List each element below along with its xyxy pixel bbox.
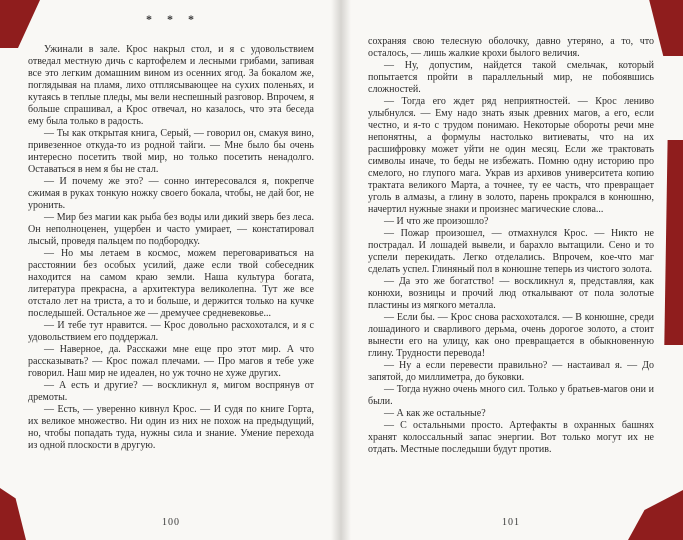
paragraph: — Мир без магии как рыба без воды или дикий зверь без леса. Он неполноценен, ущербен и часто умирает, — констатировал лысый, проведя пальцем по подбородку. (28, 212, 314, 247)
book-cover-corner-bottom-left (0, 488, 26, 540)
paragraph: — Тогда его ждет ряд неприятностей. — Крос лениво улыбнулся. — Ему надо знать язык древних магов, а его, если честно, и я-то с трудом понимаю. Некоторые обороты речи мне непонятны, а формулы настолько витиеваты, что на их расшифровку может уйти не один месяц. Если же трактовать символы иначе, то беды не избежать. Помню одну историю про смелого, но глупого мага. Украв из архивов университета копию трактата великого Марта, а точнее, ту ее часть, что превращает уголь в алмазы, а глину в золото, парень прокрался в конюшню, начертил нужные знаки и произнес магические слова... (368, 96, 654, 215)
right-page (368, 0, 658, 540)
paragraph: — И что же произошло? (384, 216, 489, 227)
paragraph: — Но мы летаем в космос, можем переговариваться на расстоянии без особых усилий, даже если твой собеседник находится на самом краю земли. Наша культура богата, литература прекрасна, а архитектура великолепна. Тут же все отстало лет на триста, а то и больше, и держится только на кучке последышей. Остальное же — дремучее средневековье... (28, 248, 314, 319)
paragraph: сохраняя свою телесную оболочку, давно утеряно, а то, что осталось, — лишь жалкие крохи былого величия. (368, 36, 654, 59)
paragraph: — А есть и другие? — воскликнул я, мигом воспрянув от дремоты. (28, 380, 314, 403)
section-separator: * * * (146, 12, 200, 26)
paragraph: — Ну, допустим, найдется такой смельчак, который попытается пройти в параллельный мир, не побоявшись сложностей. (368, 60, 654, 95)
page-number-left: 100 (162, 517, 180, 528)
paragraph: — Да это же богатство! — воскликнул я, представляя, как конюхи, возницы и прочий люд откалывают от пола золотые пластины из мягкого металла. (368, 276, 654, 311)
left-page (28, 0, 318, 540)
paragraph: Ужинали в зале. Крос накрыл стол, и я с удовольствием отведал местную дичь с картофелем и лесными грибами, запивая все это легким домашним вином из осенних ягод. За бокалом же, поглядывая на пламя, лихо отплясывающее на сухих поленьях, и кутаясь в теплые пледы, мы вели неспешный разговор. Впрочем, я больше спрашивал, а Крос отвечал, но казалось, что эта беседа ему была только в радость. (28, 44, 314, 127)
paragraph: — С остальными просто. Артефакты в охранных башнях хранят колоссальный запас энергии. Вот только могут их не отдать. Местные последыши будут против. (368, 420, 654, 455)
paragraph: — Ну а если перевести правильно? — настаивал я. — До запятой, до миллиметра, до буковки. (368, 360, 654, 383)
paragraph: — И тебе тут нравится. — Крос довольно расхохотался, и я с удовольствием его поддержал. (28, 320, 314, 343)
paragraph: — Пожар произошел, — отмахнулся Крос. — Никто не пострадал. И лошадей вывели, и барахло вытащили. Сено и то успели перекидать. Легко отделались. Впрочем, кое-что маг сделать успел. Глиняный пол в конюшне теперь из чистого золота. (368, 228, 654, 275)
paragraph: — Если бы. — Крос снова расхохотался. — В конюшне, среди лошадиного и сварливого дерьма, очень дорогое золото, а стоит вынести его на улицу, как оно превращается в обыкновенную глину. Трудности перевода! (368, 312, 654, 359)
paragraph: — Ты как открытая книга, Серый, — говорил он, смакуя вино, привезенное откуда-то из родной тайги. — Мне было бы очень интересно посетить твой мир, но только посетить ненадолго. Оставаться в нем я бы не стал. (28, 128, 314, 175)
paragraph: — Тогда нужно очень много сил. Только у братьев-магов они и были. (368, 384, 654, 407)
right-page-text (368, 36, 654, 456)
left-page-text (28, 44, 314, 452)
page-gutter (331, 0, 351, 540)
paragraph: — Наверное, да. Расскажи мне еще про этот мир. А что рассказывать? — Крос пожал плечами. — Про магов я тебе уже говорил. Наш мир не идеален, но уж точно не хуже других. (28, 344, 314, 379)
paragraph: — Есть, — уверенно кивнул Крос. — И судя по книге Горта, их великое множество. Ни один из них не похож на предыдущий, но, чтобы попадать туда, нужны сила и знание. Умение перехода из одной плоскости в другую. (28, 404, 314, 451)
page-number-right: 101 (502, 517, 520, 528)
paragraph: — А как же остальные? (384, 408, 486, 419)
book-cover-edge-right (661, 140, 683, 345)
paragraph: — И почему же это? — сонно интересовался я, покрепче сжимая в руках тонкую ножку своего бокала, чтобы, не дай бог, не уронить. (28, 176, 314, 211)
